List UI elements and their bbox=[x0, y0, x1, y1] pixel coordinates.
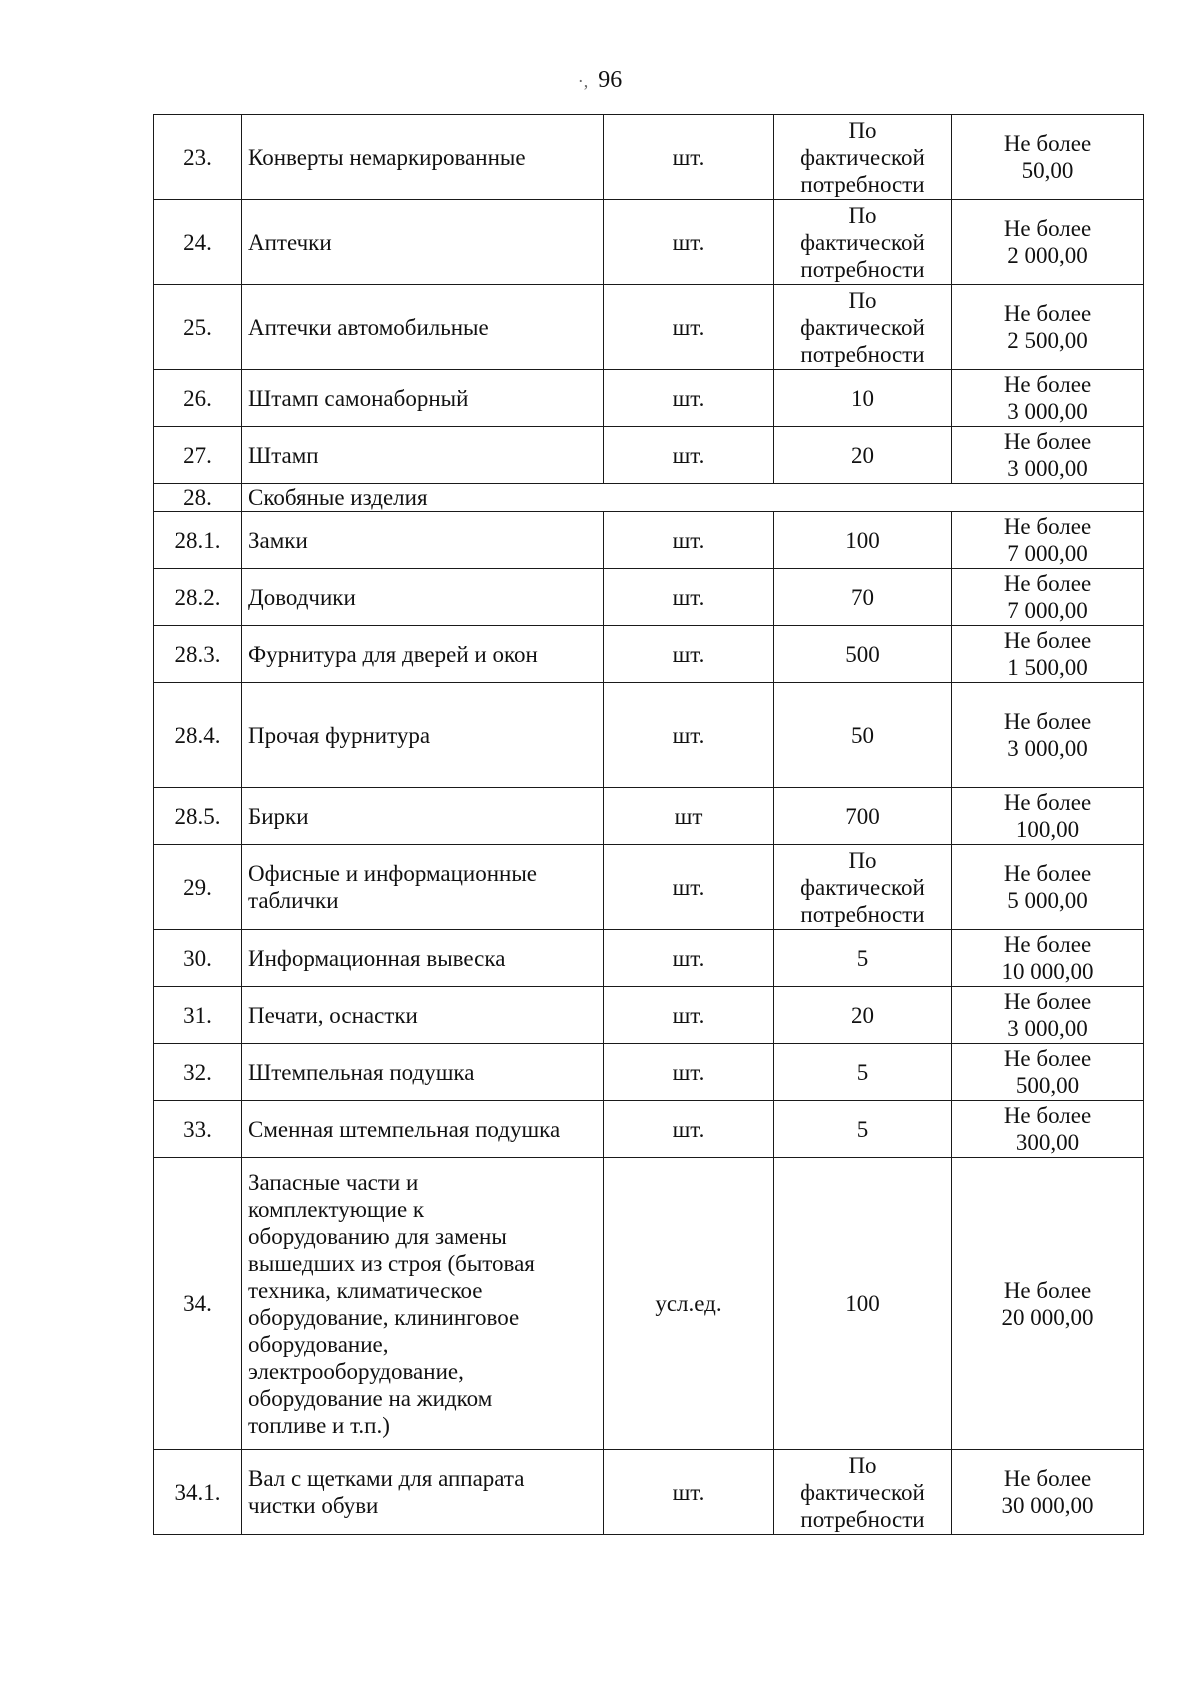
row-number: 25. bbox=[154, 285, 242, 370]
item-quantity: По фактической потребности bbox=[774, 845, 952, 930]
item-quantity: 70 bbox=[774, 569, 952, 626]
item-quantity: 5 bbox=[774, 1101, 952, 1158]
item-name: Аптечки автомобильные bbox=[242, 285, 604, 370]
item-unit: шт. bbox=[604, 1044, 774, 1101]
item-unit: шт. bbox=[604, 845, 774, 930]
row-number: 26. bbox=[154, 370, 242, 427]
item-price: Не более 7 000,00 bbox=[952, 512, 1144, 569]
item-name: Штемпельная подушка bbox=[242, 1044, 604, 1101]
item-price: Не более 2 500,00 bbox=[952, 285, 1144, 370]
item-name: Офисные и информационные таблички bbox=[242, 845, 604, 930]
row-number: 32. bbox=[154, 1044, 242, 1101]
item-unit: усл.ед. bbox=[604, 1158, 774, 1450]
row-number: 28.2. bbox=[154, 569, 242, 626]
item-price: Не более 5 000,00 bbox=[952, 845, 1144, 930]
item-quantity: 20 bbox=[774, 987, 952, 1044]
item-quantity: 100 bbox=[774, 1158, 952, 1450]
item-name: Прочая фурнитура bbox=[242, 683, 604, 788]
item-unit: шт. bbox=[604, 427, 774, 484]
item-quantity: По фактической потребности bbox=[774, 115, 952, 200]
item-quantity: 100 bbox=[774, 512, 952, 569]
section-title: Скобяные изделия bbox=[242, 484, 1144, 512]
item-unit: шт. bbox=[604, 512, 774, 569]
row-number: 24. bbox=[154, 200, 242, 285]
item-name: Штамп bbox=[242, 427, 604, 484]
item-name: Аптечки bbox=[242, 200, 604, 285]
item-quantity: 20 bbox=[774, 427, 952, 484]
item-unit: шт. bbox=[604, 115, 774, 200]
supplies-table bbox=[153, 114, 1144, 1535]
item-name: Конверты немаркированные bbox=[242, 115, 604, 200]
item-unit: шт bbox=[604, 788, 774, 845]
section-row bbox=[154, 484, 1144, 512]
item-name: Запасные части и комплектующие к оборудованию для замены вышедших из строя (бытовая техника, климатическое оборудование, клининговое оборудование, электрооборудование, оборудование на жидком топливе и т.п.) bbox=[242, 1158, 604, 1450]
item-price: Не более 20 000,00 bbox=[952, 1158, 1144, 1450]
item-name: Бирки bbox=[242, 788, 604, 845]
item-name: Доводчики bbox=[242, 569, 604, 626]
row-number: 23. bbox=[154, 115, 242, 200]
item-name: Информационная вывеска bbox=[242, 930, 604, 987]
item-quantity: 5 bbox=[774, 930, 952, 987]
page-number-value: 96 bbox=[598, 67, 623, 93]
item-unit: шт. bbox=[604, 1101, 774, 1158]
item-price: Не более 2 000,00 bbox=[952, 200, 1144, 285]
item-price: Не более 50,00 bbox=[952, 115, 1144, 200]
item-price: Не более 3 000,00 bbox=[952, 987, 1144, 1044]
row-number: 29. bbox=[154, 845, 242, 930]
item-unit: шт. bbox=[604, 930, 774, 987]
table-row bbox=[154, 569, 1144, 626]
page-number bbox=[0, 66, 1200, 95]
item-quantity: 50 bbox=[774, 683, 952, 788]
table-row bbox=[154, 200, 1144, 285]
item-quantity: 10 bbox=[774, 370, 952, 427]
table-row bbox=[154, 1101, 1144, 1158]
table-row bbox=[154, 683, 1144, 788]
item-unit: шт. bbox=[604, 626, 774, 683]
table-row bbox=[154, 427, 1144, 484]
row-number: 28.5. bbox=[154, 788, 242, 845]
table-row bbox=[154, 930, 1144, 987]
row-number: 28.4. bbox=[154, 683, 242, 788]
item-name: Фурнитура для дверей и окон bbox=[242, 626, 604, 683]
item-name: Печати, оснастки bbox=[242, 987, 604, 1044]
row-number: 33. bbox=[154, 1101, 242, 1158]
item-unit: шт. bbox=[604, 1450, 774, 1535]
table-row bbox=[154, 115, 1144, 200]
item-quantity: По фактической потребности bbox=[774, 1450, 952, 1535]
item-price: Не более 7 000,00 bbox=[952, 569, 1144, 626]
item-price: Не более 3 000,00 bbox=[952, 427, 1144, 484]
item-name: Вал с щетками для аппарата чистки обуви bbox=[242, 1450, 604, 1535]
item-price: Не более 1 500,00 bbox=[952, 626, 1144, 683]
row-number: 28. bbox=[154, 484, 242, 512]
item-name: Штамп самонаборный bbox=[242, 370, 604, 427]
table-row bbox=[154, 370, 1144, 427]
item-unit: шт. bbox=[604, 200, 774, 285]
item-unit: шт. bbox=[604, 285, 774, 370]
item-price: Не более 3 000,00 bbox=[952, 370, 1144, 427]
row-number: 28.1. bbox=[154, 512, 242, 569]
item-price: Не более 500,00 bbox=[952, 1044, 1144, 1101]
item-price: Не более 300,00 bbox=[952, 1101, 1144, 1158]
table-row bbox=[154, 285, 1144, 370]
item-quantity: 700 bbox=[774, 788, 952, 845]
item-quantity: По фактической потребности bbox=[774, 200, 952, 285]
item-price: Не более 10 000,00 bbox=[952, 930, 1144, 987]
table-row bbox=[154, 845, 1144, 930]
item-price: Не более 3 000,00 bbox=[952, 683, 1144, 788]
table-row bbox=[154, 987, 1144, 1044]
item-unit: шт. bbox=[604, 987, 774, 1044]
row-number: 28.3. bbox=[154, 626, 242, 683]
table-row bbox=[154, 1450, 1144, 1535]
row-number: 31. bbox=[154, 987, 242, 1044]
item-unit: шт. bbox=[604, 569, 774, 626]
item-name: Замки bbox=[242, 512, 604, 569]
item-unit: шт. bbox=[604, 370, 774, 427]
row-number: 30. bbox=[154, 930, 242, 987]
table-row bbox=[154, 512, 1144, 569]
row-number: 34. bbox=[154, 1158, 242, 1450]
table-row bbox=[154, 1158, 1144, 1450]
table-row bbox=[154, 626, 1144, 683]
table-row bbox=[154, 1044, 1144, 1101]
item-price: Не более 30 000,00 bbox=[952, 1450, 1144, 1535]
item-name: Сменная штемпельная подушка bbox=[242, 1101, 604, 1158]
page-mark: ·, bbox=[577, 71, 589, 91]
item-price: Не более 100,00 bbox=[952, 788, 1144, 845]
table-row bbox=[154, 788, 1144, 845]
item-quantity: По фактической потребности bbox=[774, 285, 952, 370]
item-quantity: 500 bbox=[774, 626, 952, 683]
row-number: 34.1. bbox=[154, 1450, 242, 1535]
item-quantity: 5 bbox=[774, 1044, 952, 1101]
row-number: 27. bbox=[154, 427, 242, 484]
item-unit: шт. bbox=[604, 683, 774, 788]
